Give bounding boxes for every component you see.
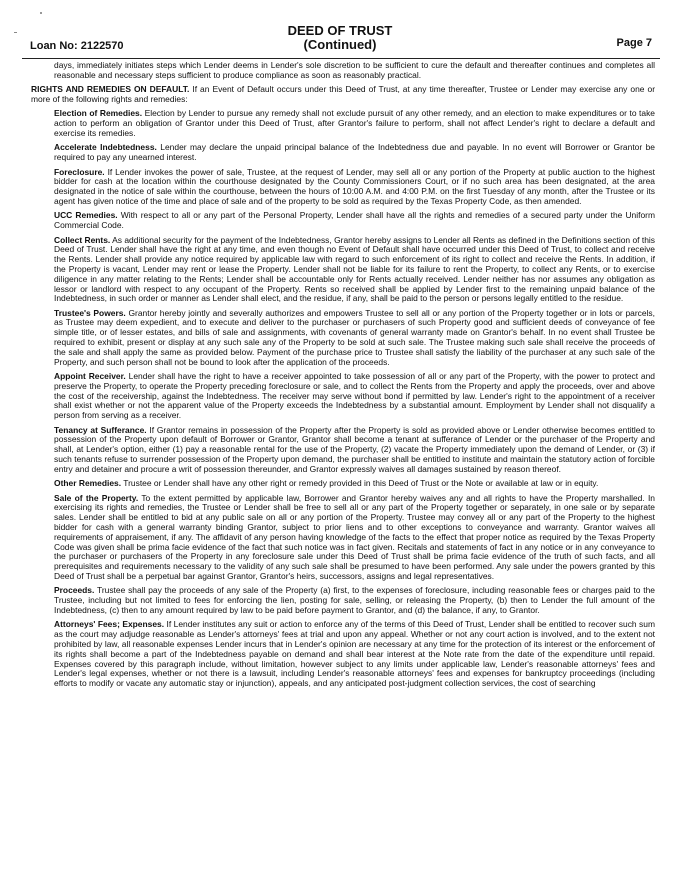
title-line-1: DEED OF TRUST	[287, 23, 393, 38]
section-heading: Foreclosure.	[54, 166, 105, 177]
paragraph-election-of-remedies	[54, 109, 655, 138]
page-header	[22, 24, 658, 56]
section-heading: Other Remedies.	[54, 478, 122, 489]
paragraph-text: Lender may declare the unpaid principal balance of the Indebtedness due and payable. In no event will Borrower or Grantor be required to pay any unearned interest.	[54, 142, 655, 163]
document-body	[31, 61, 655, 694]
loan-number: Loan No: 2122570	[30, 40, 124, 52]
section-heading: RIGHTS AND REMEDIES ON DEFAULT.	[31, 84, 190, 95]
paragraph-text: Election by Lender to pursue any remedy shall not exclude pursuit of any other remedy, and an election to make expenditures or to take action to perform an obligation of Grantor under this Deed of Trust, after Grantor's failure to perform, shall not affect Lender's right to declare a default and exercise its remedies.	[54, 108, 656, 138]
paragraph-other-remedies	[54, 479, 655, 489]
document-title	[22, 24, 658, 52]
paragraph-collect-rents	[54, 236, 655, 305]
section-heading: Sale of the Property.	[54, 492, 139, 503]
header-divider	[22, 58, 660, 59]
page-number: Page 7	[616, 37, 652, 49]
paragraph-text: days, immediately initiates steps which Lender deems in Lender's sole discretion to be sufficient to cure the default and thereafter continues and completes all reasonable and necessary steps sufficient to produce compliance as soon as reasonably practical.	[54, 60, 655, 80]
paragraph-text: If Lender institutes any suit or action to enforce any of the terms of this Deed of Trust, Lender shall be entitled to recover such sum as the court may adjudge reasonable as Lender's attorneys' fees at trial and upon any appeal. Whether or not any court action is involved, and to the extent not prohibited by law, all reasonable expenses Lender incurs that in Lender's opinion are necessary at any time for the protection of its interest or the enforcement of its rights shall become a part of the Indebtedness payable on demand and shall bear interest at the Note rate from the date of the expenditure until repaid. Expenses covered by this paragraph include, without limitation, however subject to any limits under applicable law, Lender's reasonable attorneys' fees and Lender's legal expenses, whether or not there is a lawsuit, including Lender's reasonable attorneys' fees and expenses for bankruptcy proceedings (including efforts to modify or vacate any automatic stay or injunction), appeals, and any anticipated post-judgment collection services, the cost of searching	[54, 619, 655, 689]
section-heading: Collect Rents.	[54, 234, 111, 245]
paragraph-accelerate-indebtedness	[54, 143, 655, 163]
paragraph-text: If Grantor remains in possession of the Property after the Property is sold as provided above or Lender otherwise becomes entitled to possession of the Property upon default of Borrower or Grantor, Grantor shall become a tenant at sufferance of Lender or the purchaser of the Property and shall, at Lender's option, either (1) pay a reasonable rental for the use of the Property, (2) vacate the Property immediately upon the demand of Lender, or (3) if such tenants refuse to surrender possession of the Property upon demand, the purchaser shall be entitled to institute and maintain the statutory action of forcible entry and detainer and procure a writ of possession thereunder, and Grantor expressly waives all damages sustained by reason thereof.	[54, 424, 656, 474]
paragraph-text: If an Event of Default occurs under this Deed of Trust, at any time thereafter, Trustee or Lender may exercise any one or more of the following rights and remedies:	[31, 84, 655, 104]
section-heading: Election of Remedies.	[54, 108, 143, 119]
paragraph-trustees-powers	[54, 309, 655, 368]
section-heading: Accelerate Indebtedness.	[54, 142, 157, 153]
paragraph-rights-and-remedies	[31, 85, 655, 105]
section-heading: Proceeds.	[54, 585, 95, 596]
paragraph-tenancy-at-sufferance	[54, 426, 655, 475]
section-heading: Appoint Receiver.	[54, 371, 126, 382]
paragraph-text: To the extent permitted by applicable law, Borrower and Grantor hereby waives any and all rights to have the Property marshalled. In exercising its rights and remedies, the Trustee or Lender shall be free to sell all or any part of the Property together or separately, in one sale or by separate sales. Lender shall be entitled to bid at any public sale on all or any portion of the Property. Trustee may convey all or any part of the Property to the highest bidder for cash with a general warranty binding Grantor, subject to prior liens and to other exceptions to conveyance and warranty. Grantor waives all requirements of appraisement, if any. The affidavit of any person having knowledge of the facts to the effect that proper notice as required by the Texas Property Code was given shall be prima facie evidence of the fact that such notice was in fact given. Recitals and statements of fact in any notice or in any conveyance to the purchaser or purchasers of the Property in any foreclosure sale under this Deed of Trust shall be prima facie evidence of the truth of such facts, and all prerequisites and requirements necessary to the validity of any such sale shall be presumed to have been performed. Any sale under the powers granted by this Deed of Trust shall be a perpetual bar against Grantor, Grantor's heirs, successors, assigns and legal representatives.	[54, 492, 655, 581]
scan-speck	[40, 12, 42, 14]
section-heading: Trustee's Powers.	[54, 307, 126, 318]
paragraph-continuation	[54, 61, 655, 81]
paragraph-attorneys-fees	[54, 620, 655, 689]
paragraph-text: With respect to all or any part of the Personal Property, Lender shall have all the rights and remedies of a secured party under the Uniform Commercial Code.	[54, 210, 655, 231]
paragraph-text: Lender shall have the right to have a receiver appointed to take possession of all or any part of the Property, with the power to protect and preserve the Property, to operate the Property preceding foreclosure or sale, and to collect the Rents from the Property and apply the proceeds, over and above the cost of the receivership, against the Indebtedness. The receiver may serve without bond if permitted by law. Lender's right to the appointment of a receiver shall exist whether or not the apparent value of the Property exceeds the Indebtedness by a substantial amount. Employment by Lender shall not disqualify a person from serving as a receiver.	[54, 371, 655, 421]
paragraph-text: Trustee shall pay the proceeds of any sale of the Property (a) first, to the expenses of foreclosure, including reasonable fees or charges paid to the Trustee, including but not limited to fees for enforcing the lien, posting for sale, selling, or releasing the Property, (b) then to Lender the full amount of the Indebtedness, (c) then to any amount required by law to be paid before payment to Grantor, and (d) the balance, if any, to Grantor.	[54, 585, 655, 615]
paragraph-appoint-receiver	[54, 372, 655, 421]
scan-speck	[14, 32, 17, 33]
paragraph-ucc-remedies	[54, 211, 655, 231]
section-heading: Attorneys' Fees; Expenses.	[54, 619, 165, 630]
paragraph-proceeds	[54, 586, 655, 615]
paragraph-text: If Lender invokes the power of sale, Trustee, at the request of Lender, may sell all or any portion of the Property at public auction to the highest bidder for cash at the location within the courthouse designated by the County Commissioners Court, or if no such area has been designated, at the area designated in the notice of sale within the courthouse, between the hours of 10:00 A.M. and 4:00 P.M. on the first Tuesday of any month, after the Trustee or its agent has given notice of the time and place of sale and of the property to be sold as required by the Texas Property Code, as then amended.	[54, 166, 655, 206]
section-heading: Tenancy at Sufferance.	[54, 424, 147, 435]
paragraph-sale-of-property	[54, 494, 655, 582]
paragraph-foreclosure	[54, 168, 655, 207]
section-heading: UCC Remedies.	[54, 210, 118, 221]
title-line-2: (Continued)	[303, 37, 377, 52]
paragraph-text: Trustee or Lender shall have any other right or remedy provided in this Deed of Trust or the Note or available at law or in equity.	[121, 478, 599, 489]
paragraph-text: As additional security for the payment of the Indebtedness, Grantor hereby assigns to Lender all Rents as defined in the Definitions section of this Deed of Trust. Lender shall have the right at any time, and even though no Event of Default shall have occurred under this Deed of Trust, to collect and receive the Rents. Lender shall provide any notice required by applicable law with regard to such enforcement of its right to collect and receive the Rents. In addition, if the Property is vacant, Lender may rent or lease the Property. Lender shall not be liable for its failure to rent the Property, to collect any Rents, or to exercise diligence in any matter relating to the Rents; Lender shall be accountable only for Rents actually received. Lender neither has nor assumes any obligation as lessor or landlord with respect to any occupant of the Property. Rents so received shall be applied by Lender first to the remaining unpaid balance of the Indebtedness, in such order or manner as Lender shall elect, and the residue, if any, shall be paid to the person or persons legally entitled to the residue.	[54, 234, 655, 304]
paragraph-text: Grantor hereby jointly and severally authorizes and empowers Trustee to sell all or any portion of the Property together or in lots or parcels, as Trustee may deem expedient, and to execute and deliver to the purchaser or purchasers of such Property good and sufficient deeds of conveyance of fee simple title, or of lesser estates, and bills of sale and assignments, with covenants of general warranty made on Grantor's behalf. In no event shall Trustee be required to exhibit, present or display at any such sale any of the Property to be sold at such sale. The Trustee making such sale shall receive the proceeds of the sale and shall apply the same as provided below. Payment of the purchase price to Trustee shall satisfy the liability of the purchaser at any such sale of the Property, and such person shall not be bound to look after the application of the proceeds.	[54, 307, 655, 367]
